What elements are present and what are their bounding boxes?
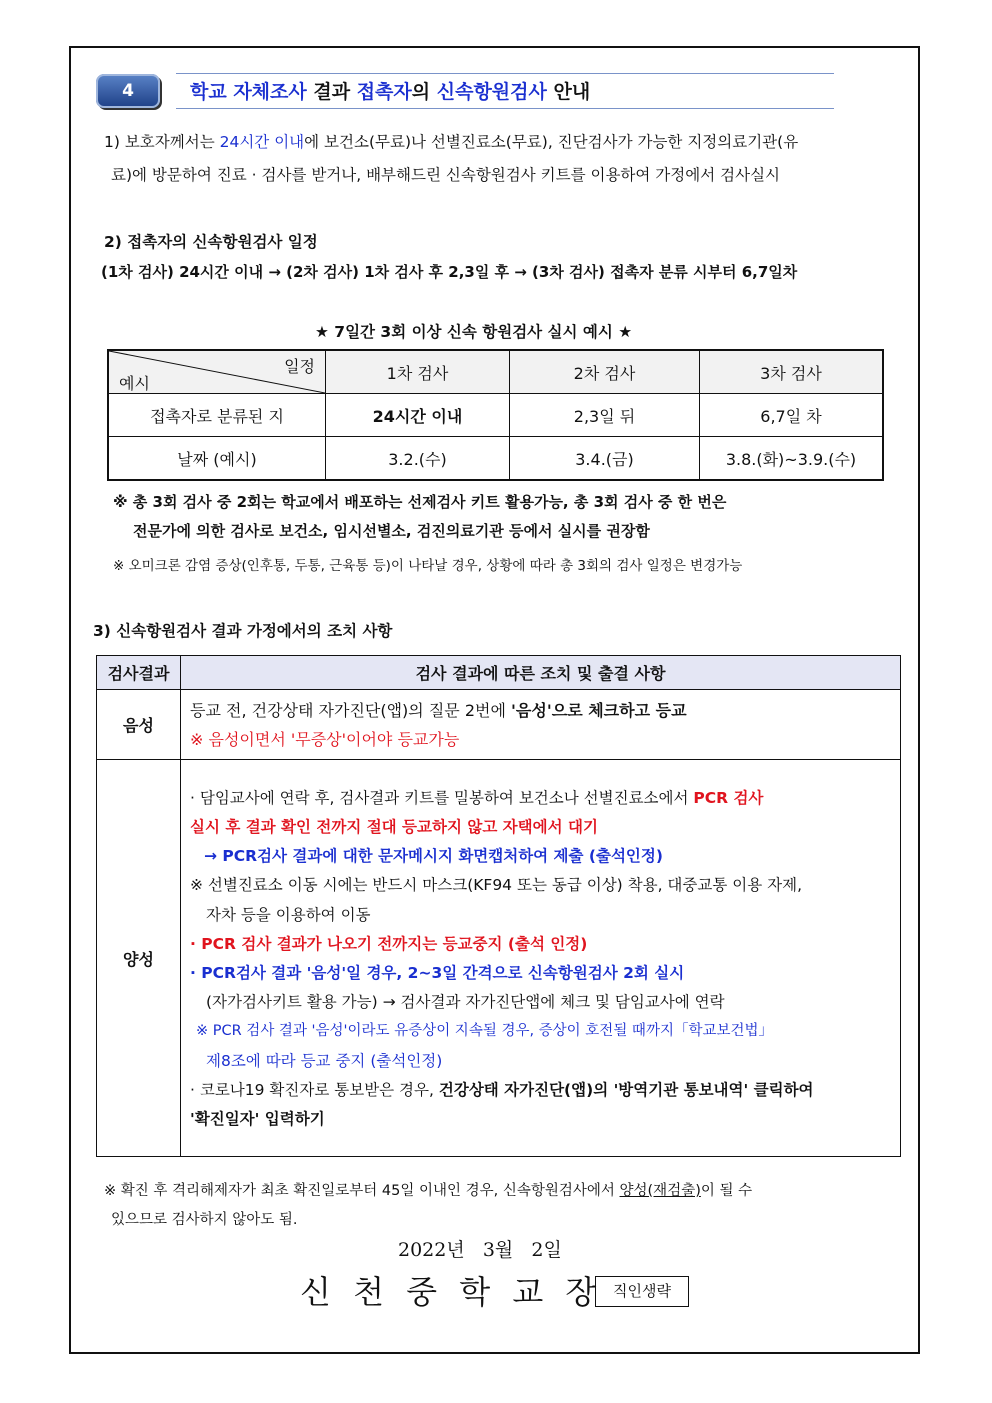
item2-title: 2) 접촉자의 신속항원검사 일정 bbox=[104, 233, 318, 251]
positive-line bbox=[190, 784, 894, 813]
note1-line2: 전문가에 의한 검사로 보건소, 임시선별소, 검진의료기관 등에서 실시를 권장함 bbox=[133, 522, 650, 540]
negative-row bbox=[97, 690, 901, 760]
title-part-3: 접촉자 bbox=[356, 81, 412, 103]
positive-line: 자차 등을 이용하여 이동 bbox=[206, 905, 371, 924]
positive-line bbox=[190, 1076, 894, 1105]
positive-line: ※ PCR 검사 결과 '음성'이라도 유증상이 지속될 경우, 증상이 호전될 때까지「학교보건법」 bbox=[196, 1023, 773, 1040]
table-row bbox=[108, 437, 883, 481]
note1-line1: ※ 총 3회 검사 중 2회는 학교에서 배포하는 선제검사 키트 활용가능, 총 3회 검사 중 한 번은 bbox=[113, 493, 727, 511]
example-title: ★ 7일간 3회 이상 신속 항원검사 실시 예시 ★ bbox=[315, 323, 633, 341]
positive-line: 제8조에 따라 등교 중지 (출석인정) bbox=[206, 1051, 443, 1070]
title-part-4: 의 bbox=[411, 81, 437, 103]
header-cell: 1차 검사 bbox=[326, 350, 510, 394]
footer-note-line2: 있으므로 검사하지 않아도 됨. bbox=[111, 1212, 298, 1228]
negative-line1 bbox=[190, 696, 900, 725]
header-rule-bottom bbox=[176, 108, 834, 109]
section-number-badge: 4 bbox=[96, 74, 160, 108]
corner-top-label: 일정 bbox=[284, 357, 315, 376]
table-cell: 3.4.(금) bbox=[510, 437, 700, 481]
header-cell: 2차 검사 bbox=[510, 350, 700, 394]
item1-line2: 료)에 방문하여 진료 · 검사를 받거나, 배부해드린 신속항원검사 키트를 이용하여 가정에서 검사실시 bbox=[111, 166, 781, 184]
row-label: 날짜 (예시) bbox=[108, 437, 326, 481]
positive-line: · PCR검사 결과 '음성'일 경우, 2~3일 간격으로 신속항원검사 2회 실시 bbox=[190, 964, 685, 982]
table-row bbox=[108, 394, 883, 437]
col-header-action: 검사 결과에 따른 조치 및 출결 사항 bbox=[181, 656, 901, 690]
schedule-table bbox=[107, 349, 884, 481]
item1-text-b: 24시간 이내 bbox=[219, 133, 305, 151]
positive-line: (자가검사키트 활용 가능) → 검사결과 자가진단앱에 체크 및 담임교사에 연락 bbox=[206, 993, 725, 1012]
item1-line1 bbox=[104, 130, 798, 152]
table-cell: 3.2.(수) bbox=[326, 437, 510, 481]
corner-cell bbox=[108, 350, 326, 394]
positive-line: · PCR 검사 결과가 나오기 전까지는 등교중지 (출석 인정) bbox=[190, 934, 588, 953]
footer-note-line1 bbox=[104, 1179, 752, 1200]
corner-bottom-label: 예시 bbox=[119, 374, 150, 393]
negative-label: 음성 bbox=[97, 690, 181, 760]
note2: ※ 오미크론 감염 증상(인후통, 두통, 근육통 등)이 나타날 경우, 상황에 따라 총 3회의 검사 일정은 변경가능 bbox=[113, 558, 743, 574]
positive-label: 양성 bbox=[97, 760, 181, 1157]
positive-text: · 담임교사에 연락 후, 검사결과 키트를 밀봉하여 보건소나 선별진료소에서 bbox=[190, 788, 694, 807]
header-rule-top bbox=[176, 73, 834, 74]
title-part-6: 안내 bbox=[546, 81, 591, 103]
positive-content bbox=[181, 760, 901, 1157]
item1-text-a: 1) 보호자께서는 bbox=[104, 133, 220, 151]
positive-line: ※ 선별진료소 이동 시에는 반드시 마스크(KF94 또는 동급 이상) 착용, 대중교통 이용 자제, bbox=[190, 876, 803, 895]
seal-omitted-box: 직인생략 bbox=[595, 1276, 689, 1307]
document-date: 2022년 3월 2일 bbox=[398, 1239, 562, 1261]
positive-line: 실시 후 결과 확인 전까지 절대 등교하지 않고 자택에서 대기 bbox=[190, 817, 598, 836]
section-title bbox=[190, 77, 590, 104]
item1-text-c: 에 보건소(무료)나 선별진료소(무료), 진단검사가 가능한 지정의료기관(유 bbox=[304, 133, 799, 151]
header-cell: 3차 검사 bbox=[700, 350, 884, 394]
negative-text-a: 등교 전, 건강상태 자가진단(앱)의 질문 2번에 bbox=[190, 700, 512, 720]
footer-note-underlined: 양성(재검출) bbox=[619, 1183, 701, 1199]
col-header-result: 검사결과 bbox=[97, 656, 181, 690]
footer-note-a: ※ 확진 후 격리해제자가 최초 확진일로부터 45일 이내인 경우, 신속항원검사에서 bbox=[104, 1183, 620, 1199]
table-cell: 24시간 이내 bbox=[326, 394, 510, 437]
negative-line2: ※ 음성이면서 '무증상'이어야 등교가능 bbox=[190, 729, 460, 749]
table-cell: 3.8.(화)~3.9.(수) bbox=[700, 437, 884, 481]
action-header-row bbox=[97, 656, 901, 690]
row-label: 접촉자로 분류된 지 bbox=[108, 394, 326, 437]
positive-line: → PCR검사 결과에 대한 문자메시지 화면캡처하여 제출 (출석인정) bbox=[204, 847, 663, 866]
positive-line: '확진일자' 입력하기 bbox=[190, 1110, 325, 1129]
positive-row bbox=[97, 760, 901, 1157]
title-part-2: 결과 bbox=[306, 81, 357, 103]
table-cell: 6,7일 차 bbox=[700, 394, 884, 437]
negative-text-b: '음성'으로 체크하고 등교 bbox=[511, 700, 687, 720]
item3-title: 3) 신속항원검사 결과 가정에서의 조치 사항 bbox=[93, 622, 393, 640]
positive-text: 건강상태 자가진단(앱)의 '방역기관 통보내역' 클릭하여 bbox=[438, 1080, 814, 1099]
action-table bbox=[96, 655, 901, 1157]
positive-text: · 코로나19 확진자로 통보받은 경우, bbox=[190, 1080, 439, 1099]
table-cell: 2,3일 뒤 bbox=[510, 394, 700, 437]
negative-content bbox=[181, 690, 901, 760]
signer-name: 신 천 중 학 교 장 bbox=[300, 1273, 603, 1311]
title-part-5: 신속항원검사 bbox=[436, 81, 547, 103]
schedule-header-row bbox=[108, 350, 883, 394]
item2-schedule: (1차 검사) 24시간 이내 → (2차 검사) 1차 검사 후 2,3일 후 → (3차 검사) 접촉자 분류 시부터 6,7일차 bbox=[101, 263, 798, 281]
footer-note-b: 이 될 수 bbox=[700, 1183, 753, 1199]
title-part-1: 학교 자체조사 bbox=[190, 81, 307, 103]
positive-text: PCR 검사 bbox=[693, 788, 764, 807]
